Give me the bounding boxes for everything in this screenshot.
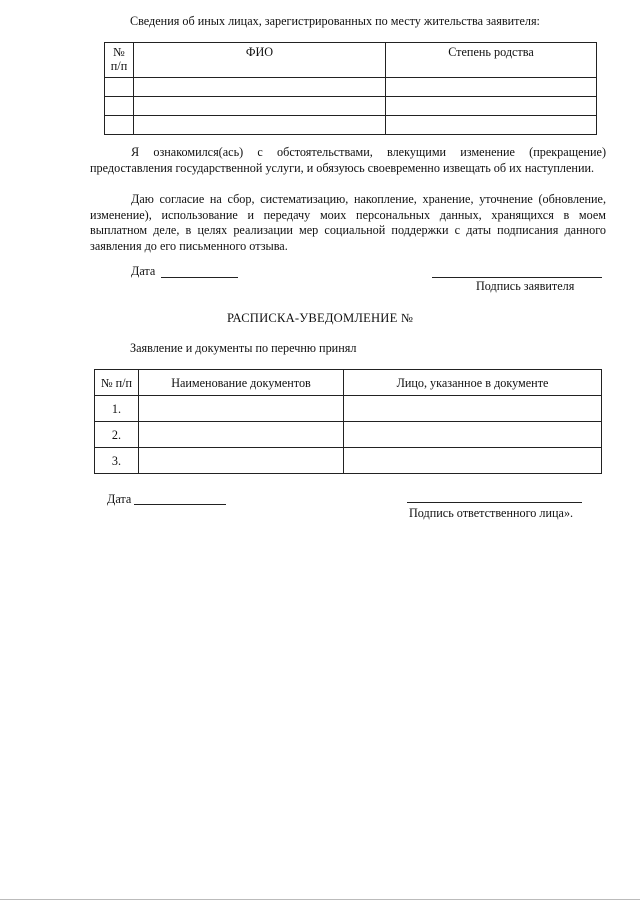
table-row — [95, 396, 602, 422]
receipt-date-field[interactable] — [134, 504, 226, 505]
cell-fio[interactable] — [134, 78, 386, 97]
doc-row-num: 3. — [95, 448, 139, 474]
table-row — [95, 448, 602, 474]
cell-num[interactable] — [105, 116, 134, 135]
official-signature-caption: Подпись ответственного лица». — [409, 506, 574, 520]
residents-heading: Сведения об иных лицах, зарегистрированных по месту жительства заявителя: — [130, 14, 540, 28]
applicant-date-field[interactable] — [161, 277, 238, 278]
cell-num[interactable] — [105, 97, 134, 116]
cell-doc-person[interactable] — [344, 448, 602, 474]
cell-doc-name[interactable] — [139, 422, 344, 448]
doc-row-num: 1. — [95, 396, 139, 422]
cell-fio[interactable] — [134, 116, 386, 135]
doc-row-num: 2. — [95, 422, 139, 448]
consent-paragraph: Даю согласие на сбор, систематизацию, накопление, хранение, уточнение (обновление, изменение), использование и передачу моих персональных данных, хранящихся в моем выплатном деле, в целях реализации мер социальной поддержки с даты подписания данного заявления до его письменного отзыва. — [90, 192, 606, 253]
applicant-signature-field[interactable] — [432, 277, 602, 278]
table-row — [105, 78, 597, 97]
doc-col-docs-header: Наименование документов — [139, 370, 344, 396]
col-num-line2: п/п — [110, 59, 128, 73]
cell-relation[interactable] — [386, 78, 597, 97]
cell-relation[interactable] — [386, 97, 597, 116]
col-relation-header: Степень родства — [386, 43, 597, 78]
page-bottom-rule — [0, 899, 640, 900]
doc-col-person-header: Лицо, указанное в документе — [344, 370, 602, 396]
cell-fio[interactable] — [134, 97, 386, 116]
residents-table — [104, 42, 597, 135]
applicant-date-label: Дата — [131, 264, 156, 278]
cell-doc-name[interactable] — [139, 448, 344, 474]
applicant-signature-caption: Подпись заявителя — [476, 279, 575, 293]
residents-table-header — [105, 43, 597, 78]
receipt-date-label: Дата — [107, 492, 132, 506]
official-signature-field[interactable] — [407, 502, 582, 503]
cell-num[interactable] — [105, 78, 134, 97]
col-fio-header: ФИО — [134, 43, 386, 78]
cell-relation[interactable] — [386, 116, 597, 135]
receipt-lead-text: Заявление и документы по перечню принял — [130, 341, 357, 355]
table-row — [105, 97, 597, 116]
acknowledgement-paragraph: Я ознакомился(ась) с обстоятельствами, влекущими изменение (прекращение) предоставления государственной услуги, и обязуюсь своевременно извещать об их наступлении. — [90, 145, 606, 175]
documents-table-header — [95, 370, 602, 396]
table-row — [105, 116, 597, 135]
col-num-line1: № — [113, 45, 125, 59]
table-row — [95, 422, 602, 448]
cell-doc-name[interactable] — [139, 396, 344, 422]
documents-table — [94, 369, 602, 474]
receipt-title: РАСПИСКА-УВЕДОМЛЕНИЕ № — [226, 311, 414, 325]
cell-doc-person[interactable] — [344, 396, 602, 422]
col-num-header — [105, 43, 134, 78]
doc-col-num-header: № п/п — [95, 370, 139, 396]
cell-doc-person[interactable] — [344, 422, 602, 448]
